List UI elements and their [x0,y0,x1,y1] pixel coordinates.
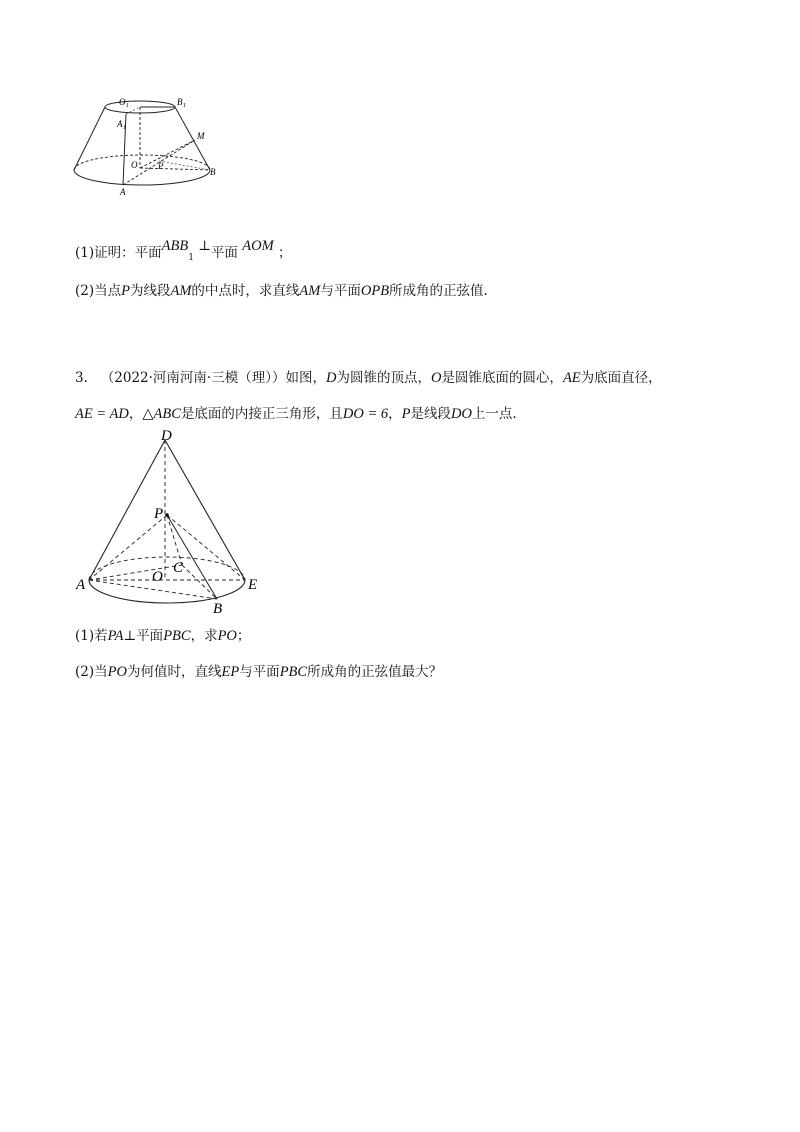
problem3-part2: (2)当PO为何值时，直线EP与平面PBC所成角的正弦值最大？ [75,664,443,680]
label-B: B [210,167,216,177]
problem3-part1: (1)若PA⊥平面PBC，求PO； [75,628,251,644]
label-B: B [213,601,223,617]
problem2-part2: (2)当点P为线段AM的中点时，求直线AM与平面OPB所成角的正弦值. [75,283,488,299]
problem3-line1: 3. （2022·河南河南·三模（理））如图，D为圆锥的顶点，O是圆锥底面的圆心，AE为底面直径， [75,370,662,386]
figure-frustum [60,88,230,208]
label-P: P [154,506,164,522]
label-P: P [158,161,164,171]
label-A: A [76,577,86,593]
label-A1-sub: 1 [123,125,126,131]
label-B1: B [177,97,183,107]
label-M: M [197,131,205,141]
label-O: O [131,160,138,170]
problem2-part1: (1)证明：平面$ABB_1$ ⊥平面 AOM ； [75,238,292,263]
label-C: C [173,560,184,576]
label-O1-sub: 1 [126,103,129,109]
label-D: D [161,428,172,444]
figure-cone [70,428,270,618]
label-A: A [120,187,126,197]
label-O1: O [119,97,126,107]
problem3-line2: AE = AD，△ABC是底面的内接正三角形，且DO = 6，P是线段DO上一点. [75,406,517,422]
label-E: E [248,577,258,593]
label-A1: A [117,119,123,129]
label-B1-sub: 1 [183,103,186,109]
label-O: O [152,569,163,585]
